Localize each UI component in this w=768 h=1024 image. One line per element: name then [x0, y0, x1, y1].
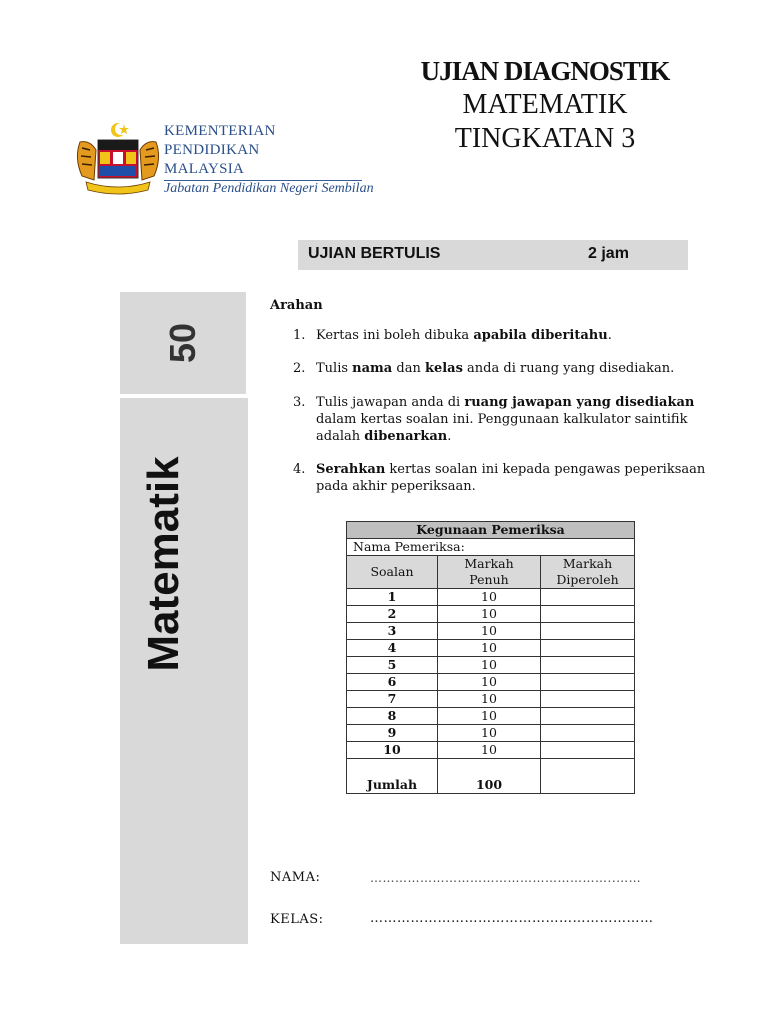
obtained-marks-cell[interactable]	[541, 640, 635, 657]
column-header-obtained-marks	[541, 556, 635, 589]
obtained-marks-cell[interactable]	[541, 742, 635, 759]
ministry-department: Jabatan Pendidikan Negeri Sembilan	[164, 181, 374, 196]
table-row	[347, 708, 635, 725]
examiner-table	[346, 521, 635, 794]
ministry-crest-logo	[72, 120, 164, 196]
table-row	[347, 640, 635, 657]
ministry-line-3: MALAYSIA	[164, 161, 245, 177]
table-row	[347, 742, 635, 759]
text-part-bold: kelas	[424, 361, 463, 376]
test-info-bar	[298, 240, 688, 270]
instruction-text	[316, 327, 713, 344]
total-label: Jumlah	[347, 759, 438, 794]
full-marks: 10	[438, 657, 541, 674]
question-number: 8	[347, 708, 438, 725]
full-marks: 10	[438, 725, 541, 742]
obtained-marks-cell[interactable]	[541, 691, 635, 708]
header-line: Markah	[464, 556, 514, 571]
ministry-line-1: KEMENTERIAN	[164, 123, 276, 139]
name-input-line[interactable]: …………………………………………………..……	[370, 871, 642, 885]
text-part: Tulis jawapan anda di	[316, 395, 465, 410]
full-marks: 10	[438, 742, 541, 759]
paper-code-box	[120, 292, 246, 394]
text-part: Kertas ini boleh dibuka	[316, 328, 474, 343]
full-marks: 10	[438, 623, 541, 640]
question-number: 10	[347, 742, 438, 759]
header-line: Diperoleh	[556, 572, 619, 587]
column-header-full-marks	[438, 556, 541, 589]
full-marks: 10	[438, 674, 541, 691]
instruction-number: 1.	[293, 328, 306, 343]
question-number: 5	[347, 657, 438, 674]
obtained-marks-cell[interactable]	[541, 606, 635, 623]
obtained-marks-cell[interactable]	[541, 589, 635, 606]
table-row	[347, 606, 635, 623]
total-value: 100	[438, 759, 541, 794]
question-number: 6	[347, 674, 438, 691]
name-label: NAMA:	[270, 870, 321, 885]
class-input-line[interactable]: ………………………………………………………	[370, 911, 654, 926]
full-marks: 10	[438, 691, 541, 708]
question-number: 2	[347, 606, 438, 623]
obtained-marks-cell[interactable]	[541, 708, 635, 725]
instruction-item	[293, 360, 713, 377]
text-part-bold: dibenarkan	[364, 429, 448, 444]
table-row	[347, 623, 635, 640]
obtained-marks-cell[interactable]	[541, 623, 635, 640]
text-part-bold: ruang jawapan yang disediakan	[464, 395, 695, 410]
header-line: Markah	[562, 556, 613, 571]
instruction-item	[293, 461, 713, 495]
total-obtained-cell[interactable]	[541, 759, 635, 794]
table-row	[347, 674, 635, 691]
full-marks: 10	[438, 589, 541, 606]
text-part: anda di ruang yang disediakan.	[462, 361, 675, 376]
page-title	[390, 54, 700, 156]
question-number: 9	[347, 725, 438, 742]
instruction-text	[316, 461, 711, 495]
question-number: 1	[347, 589, 438, 606]
test-type: UJIAN BERTULIS	[308, 245, 441, 262]
table-row	[347, 589, 635, 606]
table-total-row	[347, 759, 635, 794]
table-row	[347, 657, 635, 674]
paper-code: 50	[162, 322, 203, 364]
text-part: Tulis	[316, 361, 353, 376]
question-number: 4	[347, 640, 438, 657]
title-line-1: UJIAN DIAGNOSTIK	[420, 56, 670, 86]
instruction-number: 2.	[293, 361, 306, 376]
obtained-marks-cell[interactable]	[541, 674, 635, 691]
ministry-divider	[164, 180, 362, 181]
ministry-name	[164, 122, 374, 198]
full-marks: 10	[438, 708, 541, 725]
obtained-marks-cell[interactable]	[541, 657, 635, 674]
question-number: 3	[347, 623, 438, 640]
obtained-marks-cell[interactable]	[541, 725, 635, 742]
full-marks: 10	[438, 640, 541, 657]
title-line-2: MATEMATIK	[462, 89, 628, 120]
test-duration: 2 jam	[588, 245, 629, 262]
text-part: dan	[392, 361, 425, 376]
class-label: KELAS:	[270, 912, 324, 927]
text-part-bold: nama	[352, 361, 393, 376]
instruction-item	[293, 327, 713, 344]
text-part: dalam kertas soalan ini. Penggunaan kalkulator saintifik adalah	[316, 412, 688, 444]
instruction-number: 4.	[293, 462, 306, 477]
examiner-name-field[interactable]: Nama Pemeriksa:	[347, 539, 635, 556]
header-line: Penuh	[469, 572, 509, 587]
instruction-text	[316, 394, 711, 445]
table-row	[347, 691, 635, 708]
text-part: .	[607, 328, 612, 343]
column-header-question: Soalan	[347, 556, 438, 589]
table-row	[347, 725, 635, 742]
table-title: Kegunaan Pemeriksa	[347, 522, 635, 539]
instructions-heading: Arahan	[270, 298, 323, 313]
instruction-item	[293, 394, 713, 445]
text-part: .	[447, 429, 452, 444]
ministry-line-2: PENDIDIKAN	[164, 142, 260, 158]
question-number: 7	[347, 691, 438, 708]
title-line-3: TINGKATAN 3	[454, 123, 636, 154]
instruction-number: 3.	[293, 395, 306, 410]
text-part-bold: Serahkan	[316, 462, 386, 477]
subject-name: Matematik	[139, 456, 188, 672]
full-marks: 10	[438, 606, 541, 623]
text-part-bold: apabila diberitahu	[473, 328, 608, 343]
text-part: kertas soalan ini kepada pengawas peperiksaan pada akhir peperiksaan.	[316, 462, 706, 494]
subject-box	[120, 398, 248, 944]
instruction-text	[316, 360, 713, 377]
